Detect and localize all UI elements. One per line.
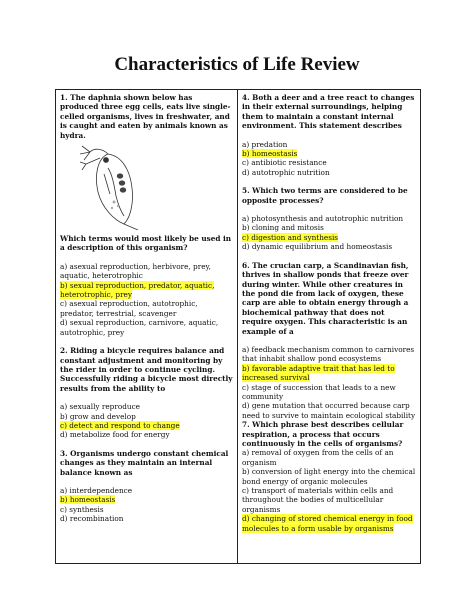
q3-option-a: a) interdependence [60, 485, 133, 495]
page-title: Characteristics of Life Review [114, 54, 360, 75]
q7-option-d-highlighted: d) changing of stored chemical energy in food molecules to a form usable by organisms [242, 514, 413, 533]
right-column [238, 90, 420, 563]
q4-option-c: c) antibiotic resistance [242, 158, 327, 168]
q3-option-b [60, 495, 233, 504]
question-6-text: 6. The crucian carp, a Scandinavian fish, thrives in shallow ponds that freeze over during winter. While other creatures in the pond die from lack of oxygen, these carp are able to obtain energy through a biochemical pathway that does not require oxygen. This characteristic is an example of a [242, 260, 409, 336]
q2-option-a: a) sexually reproduce [60, 402, 140, 412]
q7-option-c: c) transport of materials within cells and throughout the bodies of multicellular organisms [242, 486, 394, 514]
q6-option-c: c) stage of succession that leads to a new community [242, 382, 396, 401]
q2-option-c-highlighted: c) detect and respond to change [60, 420, 180, 430]
q4-option-b-highlighted: b) homeostasis [242, 149, 298, 159]
question-1-prompt: Which terms would most likely be used in a description of this organism? [60, 234, 232, 253]
q1-option-b-highlighted: b) sexual reproduction, predator, aquatic, heterotrophic, prey [60, 280, 215, 300]
q3-option-c: c) synthesis [60, 504, 104, 514]
question-4-text: 4. Both a deer and a tree react to changes in their external surroundings, helping them to maintain a constant internal environment. This statement describes [242, 93, 415, 131]
q4-option-b [242, 149, 416, 158]
q2-option-b: b) grow and develop [60, 411, 136, 421]
question-table [55, 89, 421, 564]
daphnia-illustration [78, 144, 153, 230]
q1-option-a: a) asexual reproduction, herbivore, prey, aquatic, heterotrophic [60, 261, 211, 281]
q5-option-c [242, 233, 416, 242]
q1-option-d: d) sexual reproduction, carnivore, aquatic, autotrophic, prey [60, 318, 219, 337]
q1-option-b [60, 281, 233, 300]
question-3-text: 3. Organisms undergo constant chemical changes as they maintain an internal balance known as [60, 448, 229, 477]
q3-option-b-highlighted: b) homeostasis [60, 495, 116, 505]
q6-option-b-highlighted: b) favorable adaptive trait that has led to increased survival [242, 363, 395, 383]
q7-option-b: b) conversion of light energy into the chemical bond energy of organic molecules [242, 467, 416, 486]
q7-option-d [242, 514, 416, 533]
q2-option-c [60, 421, 233, 430]
question-7-text: 7. Which phrase best describes cellular respiration, a process that occurs continuously in the cells of organisms? [242, 420, 404, 448]
q4-option-d: d) autotrophic nutrition [242, 167, 330, 177]
q5-option-d: d) dynamic equilibrium and homeostasis [242, 242, 393, 252]
q4-option-a: a) predation [242, 139, 288, 149]
question-5-text: 5. Which two terms are considered to be opposite processes? [242, 186, 408, 205]
left-column [56, 90, 238, 563]
q6-option-b [242, 364, 416, 383]
q1-option-c: c) asexual reproduction, autotrophic, predator, terrestrial, scavenger [60, 299, 198, 318]
question-2-text: 2. Riding a bicycle requires balance and constant adjustment and monitoring by the rider in order to continue cycling. Successfully riding a bicycle most directly results from the ability to [60, 346, 233, 393]
q3-option-d: d) recombination [60, 514, 124, 524]
q2-option-d: d) metabolize food for energy [60, 430, 170, 440]
q5-option-a: a) photosynthesis and autotrophic nutrition [242, 214, 404, 224]
q5-option-b: b) cloning and mitosis [242, 223, 324, 233]
q6-option-d: d) gene mutation that occurred because carp need to survive to maintain ecological stability [242, 401, 416, 420]
q5-option-c-highlighted: c) digestion and synthesis [242, 232, 339, 242]
q6-option-a: a) feedback mechanism common to carnivores that inhabit shallow pond ecosystems [242, 344, 415, 364]
question-1-text: 1. The daphnia shown below has produced three egg cells, eats live single-celled organisms, lives in freshwater, and is caught and eaten by animals known as hydra. [60, 93, 231, 140]
q7-option-a: a) removal of oxygen from the cells of an organism [242, 448, 394, 467]
